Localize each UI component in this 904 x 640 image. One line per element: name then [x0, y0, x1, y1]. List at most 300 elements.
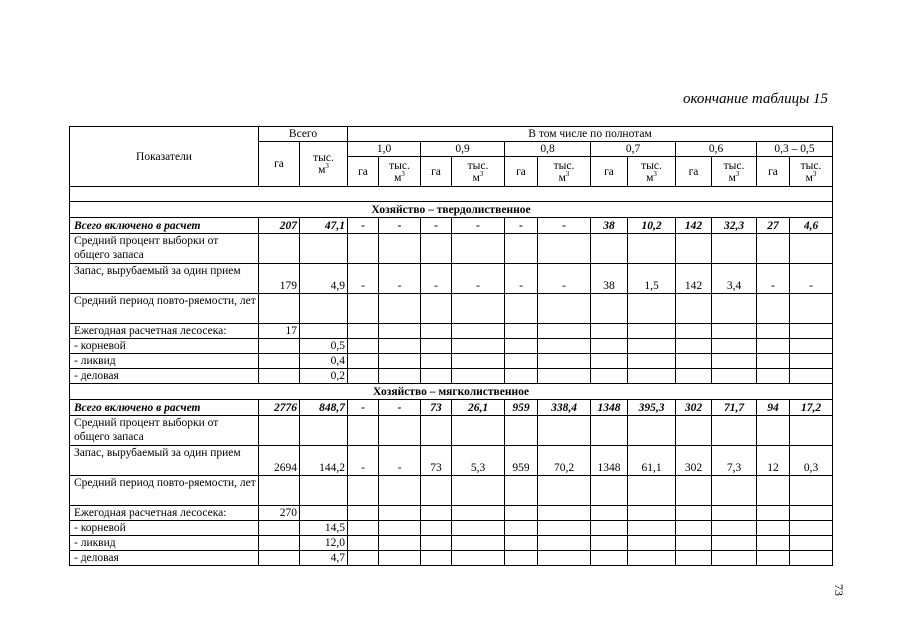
- table-cell: 3,4: [712, 264, 757, 294]
- table-cell: [628, 506, 676, 521]
- table-cell: 2776: [259, 400, 300, 416]
- table-cell: [628, 354, 676, 369]
- table-cell: 959: [505, 400, 538, 416]
- table-cell: [676, 416, 712, 446]
- table-cell: [712, 294, 757, 324]
- unit-ths: тыс.: [313, 152, 334, 164]
- table-cell: 38: [591, 218, 628, 234]
- row-label: Запас, вырубаемый за один прием: [70, 264, 259, 294]
- table-cell: [538, 354, 591, 369]
- table-row: [70, 521, 833, 536]
- table-cell: [712, 234, 757, 264]
- unit-cube: 3: [565, 169, 570, 178]
- table-cell: [505, 354, 538, 369]
- table-cell: [757, 234, 790, 264]
- unit-ha: га: [757, 157, 790, 187]
- table-cell: 61,1: [628, 446, 676, 476]
- table-cell: [421, 476, 452, 506]
- header-density: 0,3 – 0,5: [757, 142, 833, 157]
- table-cell: 0,3: [790, 446, 833, 476]
- table-cell: 4,9: [300, 264, 348, 294]
- table-cell: [505, 506, 538, 521]
- table-cell: [379, 476, 421, 506]
- table-cell: [452, 294, 505, 324]
- table-cell: [538, 521, 591, 536]
- table-cell: [452, 536, 505, 551]
- table-cell: [790, 324, 833, 339]
- unit-ths: тыс.: [389, 159, 410, 172]
- table-cell: [628, 551, 676, 566]
- table-cell: [379, 551, 421, 566]
- table-row: [70, 476, 833, 506]
- table-cell: [676, 369, 712, 384]
- table-cell: 0,2: [300, 369, 348, 384]
- table-cell: [790, 476, 833, 506]
- table-row: [70, 446, 833, 476]
- table-cell: [452, 324, 505, 339]
- table-cell: 179: [259, 264, 300, 294]
- table-cell: 73: [421, 446, 452, 476]
- table-cell: [348, 536, 379, 551]
- unit-cube: 3: [653, 169, 657, 178]
- table-cell: -: [505, 264, 538, 294]
- table-cell: [421, 339, 452, 354]
- table-cell: [757, 521, 790, 536]
- table-row: [70, 234, 833, 264]
- table-cell: 1,5: [628, 264, 676, 294]
- row-label: Средний период повто-ряемости, лет: [70, 476, 259, 506]
- table-cell: 395,3: [628, 400, 676, 416]
- page-number: 73: [832, 584, 846, 596]
- header-density: 1,0: [348, 142, 421, 157]
- table-cell: -: [379, 264, 421, 294]
- table-cell: [790, 369, 833, 384]
- header-including: В том числе по полнотам: [348, 127, 833, 142]
- header-total-ha: га: [259, 142, 300, 187]
- table-cell: [348, 551, 379, 566]
- table-cell: [452, 416, 505, 446]
- table-cell: 70,2: [538, 446, 591, 476]
- table-cell: 4,6: [790, 218, 833, 234]
- table-cell: [628, 234, 676, 264]
- table-cell: 207: [259, 218, 300, 234]
- table-cell: 73: [421, 400, 452, 416]
- table-cell: [712, 354, 757, 369]
- table-cell: 38: [591, 264, 628, 294]
- row-label: - ликвид: [70, 354, 259, 369]
- table-cell: [676, 476, 712, 506]
- table-cell: 17,2: [790, 400, 833, 416]
- unit-cube: 3: [812, 169, 817, 178]
- unit-m: м: [805, 171, 813, 184]
- table-row: [70, 369, 833, 384]
- total-row: [70, 400, 833, 416]
- table-cell: [379, 294, 421, 324]
- table-cell: -: [379, 446, 421, 476]
- table-cell: 71,7: [712, 400, 757, 416]
- table-cell: [676, 324, 712, 339]
- table-cell: [348, 234, 379, 264]
- table-cell: [591, 551, 628, 566]
- table-row: [70, 294, 833, 324]
- table-cell: [505, 369, 538, 384]
- table-cell: [348, 324, 379, 339]
- table-cell: [421, 369, 452, 384]
- table-cell: [379, 324, 421, 339]
- table-cell: [348, 354, 379, 369]
- header-total: Всего: [259, 127, 348, 142]
- unit-m: м: [394, 171, 402, 184]
- table-cell: [538, 369, 591, 384]
- header-density: 0,8: [505, 142, 591, 157]
- table-cell: [421, 551, 452, 566]
- table-row: [70, 264, 833, 294]
- unit-volume: [628, 157, 676, 187]
- table-cell: [790, 339, 833, 354]
- table-cell: [300, 324, 348, 339]
- table-cell: [757, 506, 790, 521]
- table-cell: 12,0: [300, 536, 348, 551]
- table-cell: [712, 476, 757, 506]
- unit-ths: тыс.: [553, 159, 575, 172]
- table-cell: [259, 551, 300, 566]
- table-cell: [628, 339, 676, 354]
- table-cell: [505, 416, 538, 446]
- unit-m3: [302, 164, 345, 176]
- unit-cube: 3: [401, 169, 405, 178]
- row-label: - ликвид: [70, 536, 259, 551]
- table-cell: [538, 234, 591, 264]
- table-cell: -: [379, 400, 421, 416]
- table-cell: 1348: [591, 400, 628, 416]
- table-row: [70, 324, 833, 339]
- table-cell: [421, 521, 452, 536]
- table-cell: [379, 521, 421, 536]
- table-cell: -: [452, 264, 505, 294]
- table-cell: -: [348, 264, 379, 294]
- table-cell: 142: [676, 264, 712, 294]
- table-cell: [300, 294, 348, 324]
- section-header-row: [70, 202, 833, 218]
- table-cell: [628, 416, 676, 446]
- table-cell: [421, 536, 452, 551]
- row-label: - деловая: [70, 369, 259, 384]
- table-cell: [628, 324, 676, 339]
- table-cell: [259, 369, 300, 384]
- table-cell: [591, 294, 628, 324]
- table-cell: [505, 324, 538, 339]
- table-cell: [452, 551, 505, 566]
- unit-volume: [712, 157, 757, 187]
- header-total-volume: [300, 142, 348, 187]
- table-cell: [538, 324, 591, 339]
- table-cell: [505, 551, 538, 566]
- table-cell: [379, 369, 421, 384]
- unit-ths: тыс.: [723, 159, 745, 172]
- table-cell: [452, 354, 505, 369]
- table-cell: [300, 506, 348, 521]
- unit-m3: [792, 169, 830, 184]
- table-cell: [379, 536, 421, 551]
- table-cell: [538, 339, 591, 354]
- table-cell: -: [348, 446, 379, 476]
- unit-ths: тыс.: [467, 159, 489, 172]
- table-cell: 5,3: [452, 446, 505, 476]
- row-label: - деловая: [70, 551, 259, 566]
- table-cell: 4,7: [300, 551, 348, 566]
- table-cell: [505, 294, 538, 324]
- table-cell: [712, 339, 757, 354]
- table-cell: [452, 506, 505, 521]
- table-cell: [452, 476, 505, 506]
- table-cell: [757, 294, 790, 324]
- table-cell: -: [790, 264, 833, 294]
- table-cell: [348, 506, 379, 521]
- table-cell: [712, 551, 757, 566]
- table-cell: 17: [259, 324, 300, 339]
- row-label: Запас, вырубаемый за один прием: [70, 446, 259, 476]
- table-cell: -: [757, 264, 790, 294]
- table-cell: [591, 476, 628, 506]
- unit-ths: тыс.: [641, 159, 662, 172]
- table-cell: [628, 536, 676, 551]
- table-cell: -: [421, 218, 452, 234]
- table-cell: [538, 536, 591, 551]
- table-cell: [538, 416, 591, 446]
- table-cell: [505, 536, 538, 551]
- table-cell: [379, 234, 421, 264]
- table-cell: 338,4: [538, 400, 591, 416]
- unit-m: м: [472, 171, 480, 184]
- table-cell: 47,1: [300, 218, 348, 234]
- table-cell: 27: [757, 218, 790, 234]
- unit-volume: [538, 157, 591, 187]
- table-cell: [790, 551, 833, 566]
- table-cell: [259, 234, 300, 264]
- table-cell: [712, 324, 757, 339]
- table-cell: [790, 354, 833, 369]
- table-cell: [421, 416, 452, 446]
- row-label: Средний процент выборки от общего запаса: [70, 234, 259, 264]
- table-cell: [421, 506, 452, 521]
- row-label: - корневой: [70, 339, 259, 354]
- table-cell: [379, 339, 421, 354]
- unit-ths: тыс.: [800, 159, 822, 172]
- table-cell: 14,5: [300, 521, 348, 536]
- table-cell: [259, 521, 300, 536]
- table-cell: [591, 506, 628, 521]
- table-cell: [712, 521, 757, 536]
- table-cell: [712, 416, 757, 446]
- table-cell: 270: [259, 506, 300, 521]
- header-density: 0,9: [421, 142, 505, 157]
- table-cell: [676, 536, 712, 551]
- table-cell: [505, 234, 538, 264]
- table-cell: [591, 521, 628, 536]
- table-cell: [421, 324, 452, 339]
- unit-cube: 3: [325, 162, 329, 171]
- unit-ha: га: [676, 157, 712, 187]
- table-cell: [300, 416, 348, 446]
- table-cell: [790, 506, 833, 521]
- table-cell: [676, 354, 712, 369]
- table-cell: [676, 234, 712, 264]
- unit-m: м: [558, 171, 566, 184]
- table-cell: [712, 506, 757, 521]
- table-cell: [538, 476, 591, 506]
- data-table: [69, 126, 833, 566]
- table-cell: [538, 551, 591, 566]
- table-cell: [421, 294, 452, 324]
- table-cell: [421, 234, 452, 264]
- table-cell: [790, 294, 833, 324]
- table-cell: [591, 416, 628, 446]
- table-cell: [628, 521, 676, 536]
- table-cell: [757, 369, 790, 384]
- table-cell: [757, 354, 790, 369]
- unit-volume: [790, 157, 833, 187]
- table-cell: [757, 551, 790, 566]
- table-cell: [259, 294, 300, 324]
- row-label: - корневой: [70, 521, 259, 536]
- table-cell: [591, 339, 628, 354]
- table-row: [70, 506, 833, 521]
- table-row: [70, 354, 833, 369]
- table-cell: 0,4: [300, 354, 348, 369]
- table-cell: [790, 416, 833, 446]
- table-row: [70, 551, 833, 566]
- table-cell: [452, 234, 505, 264]
- table-cell: [790, 521, 833, 536]
- table-cell: [348, 294, 379, 324]
- table-cell: 1348: [591, 446, 628, 476]
- table-cell: 94: [757, 400, 790, 416]
- table-cell: [790, 234, 833, 264]
- table-cell: [628, 294, 676, 324]
- table-cell: [628, 476, 676, 506]
- unit-m3: [630, 169, 673, 184]
- unit-m: м: [728, 171, 736, 184]
- table-row: [70, 536, 833, 551]
- table-cell: -: [538, 218, 591, 234]
- table-cell: [348, 416, 379, 446]
- header-density: 0,6: [676, 142, 757, 157]
- section-title: Хозяйство – твердолиственное: [70, 202, 833, 218]
- blank-row: [70, 187, 833, 202]
- table-cell: [379, 506, 421, 521]
- table-cell: -: [348, 218, 379, 234]
- table-cell: [757, 324, 790, 339]
- unit-m: м: [646, 171, 654, 184]
- table-cell: [591, 234, 628, 264]
- unit-volume: [379, 157, 421, 187]
- table-cell: [452, 369, 505, 384]
- row-label: Ежегодная расчетная лесосека:: [70, 506, 259, 521]
- unit-m3: [714, 169, 754, 184]
- table-cell: [259, 416, 300, 446]
- table-cell: [505, 476, 538, 506]
- table-cell: [676, 339, 712, 354]
- table-cell: -: [452, 218, 505, 234]
- unit-ha: га: [505, 157, 538, 187]
- header-indicators: Показатели: [70, 127, 259, 187]
- row-label: Средний процент выборки от общего запаса: [70, 416, 259, 446]
- table-cell: -: [538, 264, 591, 294]
- table-cell: [300, 476, 348, 506]
- table-cell: 2694: [259, 446, 300, 476]
- table-cell: [259, 476, 300, 506]
- table-cell: [757, 476, 790, 506]
- table-cell: [348, 521, 379, 536]
- table-row: [70, 416, 833, 446]
- table-cell: 0,5: [300, 339, 348, 354]
- table-cell: [757, 339, 790, 354]
- total-label: Всего включено в расчет: [70, 218, 259, 234]
- table-cell: 7,3: [712, 446, 757, 476]
- table-cell: 12: [757, 446, 790, 476]
- row-label: Средний период повто-ряемости, лет: [70, 294, 259, 324]
- table-cell: [259, 536, 300, 551]
- unit-ha: га: [348, 157, 379, 187]
- total-label: Всего включено в расчет: [70, 400, 259, 416]
- table-cell: [538, 294, 591, 324]
- table-cell: [757, 536, 790, 551]
- row-label: Ежегодная расчетная лесосека:: [70, 324, 259, 339]
- table-cell: [348, 476, 379, 506]
- table-cell: [538, 506, 591, 521]
- table-cell: [259, 354, 300, 369]
- header-density: 0,7: [591, 142, 676, 157]
- table-cell: -: [421, 264, 452, 294]
- table-cell: [712, 369, 757, 384]
- table-cell: [676, 551, 712, 566]
- table-cell: 959: [505, 446, 538, 476]
- table-cell: [421, 354, 452, 369]
- table-cell: 848,7: [300, 400, 348, 416]
- table-cell: [348, 369, 379, 384]
- table-row: [70, 339, 833, 354]
- table-caption: окончание таблицы 15: [682, 91, 828, 107]
- table-cell: [591, 354, 628, 369]
- unit-m3: [540, 169, 588, 184]
- unit-cube: 3: [735, 169, 740, 178]
- table-cell: -: [348, 400, 379, 416]
- unit-m3: [454, 169, 502, 184]
- table-cell: [452, 339, 505, 354]
- unit-ha: га: [421, 157, 452, 187]
- table-cell: [676, 521, 712, 536]
- table-cell: [628, 369, 676, 384]
- table-cell: [712, 536, 757, 551]
- unit-ha: га: [591, 157, 628, 187]
- table-cell: [505, 521, 538, 536]
- table-cell: [790, 536, 833, 551]
- table-cell: 10,2: [628, 218, 676, 234]
- table-cell: [452, 521, 505, 536]
- table-cell: [300, 234, 348, 264]
- table-cell: [348, 339, 379, 354]
- unit-cube: 3: [479, 169, 484, 178]
- unit-m: м: [318, 164, 326, 176]
- table-cell: [505, 339, 538, 354]
- table-cell: 26,1: [452, 400, 505, 416]
- table-cell: 302: [676, 446, 712, 476]
- section-title: Хозяйство – мягколиственное: [70, 384, 833, 400]
- table-cell: 142: [676, 218, 712, 234]
- table-cell: [591, 324, 628, 339]
- table-cell: [676, 506, 712, 521]
- table-cell: [379, 416, 421, 446]
